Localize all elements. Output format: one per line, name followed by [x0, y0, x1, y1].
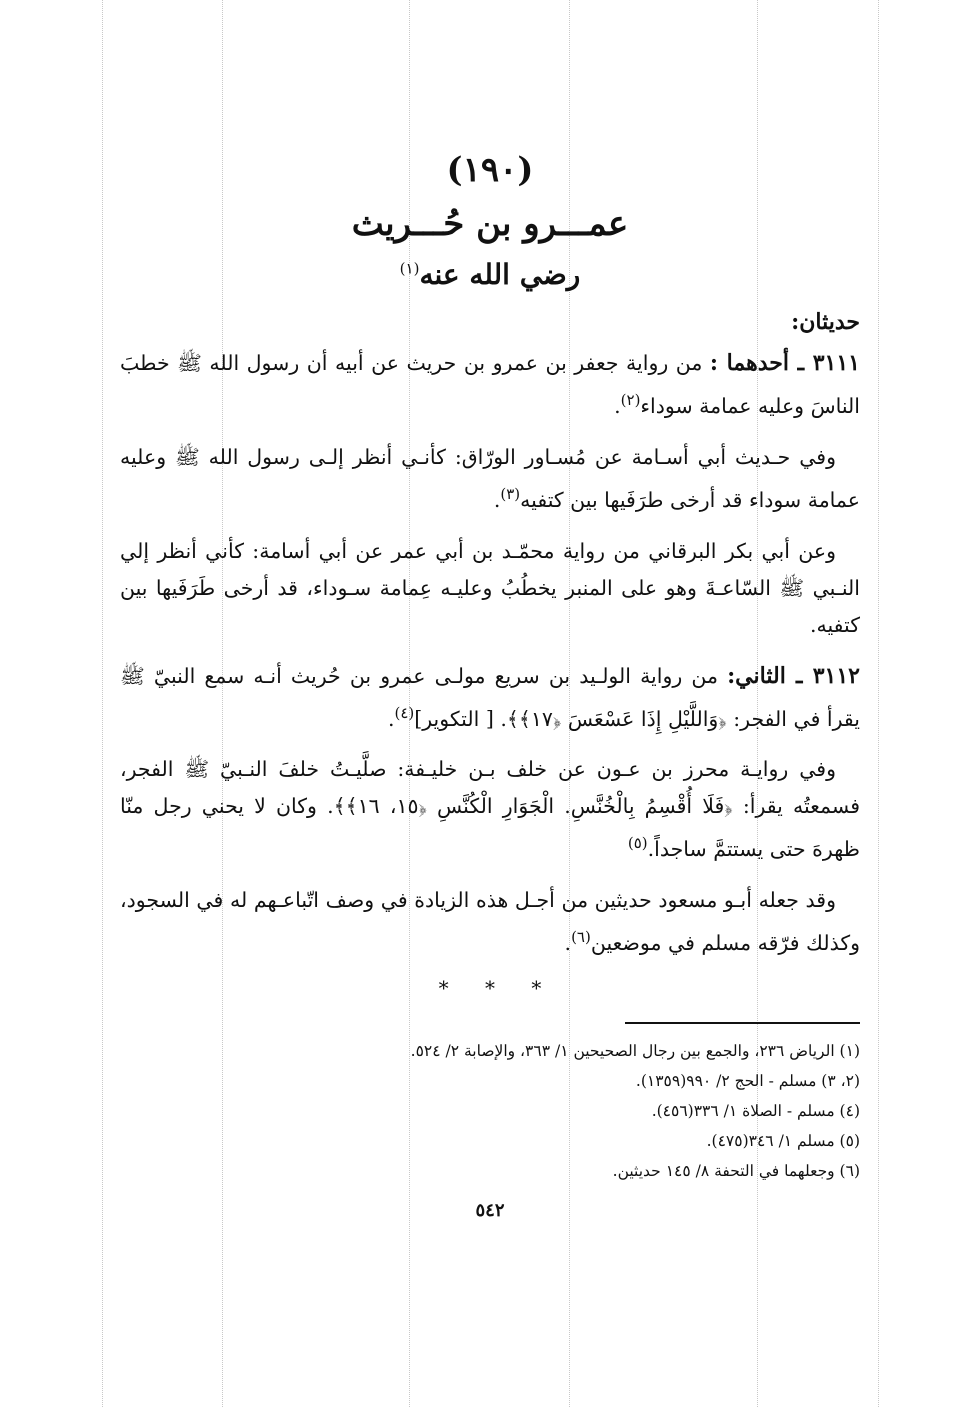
footnote-rule: [625, 1022, 860, 1024]
footnote-ref: (١): [399, 259, 420, 278]
paragraph-text: وفي حـديث أبي أسـامة عن مُسـاور الورّاق: كأنـي أنظر إلـى رسول الله ﷺ وعليه عمامة سوداء قد أرخى طرَفَيها بين كتفيه: [120, 444, 860, 512]
footnote-ref: (٣): [500, 484, 521, 503]
paragraph: [120, 439, 860, 519]
footnote-ref: (٤): [394, 703, 415, 722]
chapter-title: عمـــرو بن حُـــريث: [351, 204, 629, 244]
paragraph-text: من رواية جعفر بن عمرو بن حريث عن أبيه أن رسول الله ﷺ خطبَ الناسَ وعليه عمامة سوداء: [120, 351, 860, 418]
paragraph-text: وفي روايـة محرز بن عـون عن خلف بـن خليـفة: صلَّيـتُ خلفَ النـبيّ ﷺ الفجر، فسمعتُه يقرأ: ﴿فَلَا أُقْسِمُ بِالْخُنَّسِ. الْجَوَارِ الْكُنَّسِ ﴿١٥، ١٦﴾﴾. وكان لا يحني رجل منّا ظهرهَ حتى يستتمَّ ساجداً.: [120, 757, 860, 862]
paragraph-text: وعن أبي بكر البرقاني من رواية محمّـد بن أبي عمر عن أبي أسامة: كأني أنظر إلي النـبي ﷺ السّاعـةَ وهو على المنبر يخطُبُ وعليـه عِمامة سـوداء، قد أرخى طَرَفَيها بين كتفيه.: [120, 538, 860, 637]
margin-guide: [878, 0, 879, 1407]
paragraph: [120, 658, 860, 738]
paragraph: [120, 882, 860, 962]
footnote: (٦) وجعلهما في التحفة ٨/ ١٤٥ حديثين.: [612, 1162, 860, 1181]
hadith-number: ٣١١٢ ـ الثاني:: [727, 662, 860, 689]
footnotes: [120, 1036, 860, 1186]
section-separator: * * *: [438, 976, 542, 1001]
paragraph-tail: .: [614, 393, 621, 418]
document-page: [120, 150, 860, 1221]
footnote: (٢، ٣) مسلم - الحج ٢/ ٩٩٠(١٣٥٩).: [635, 1072, 860, 1091]
footnote-ref: (٢): [620, 391, 641, 409]
honorific-text: رضي الله عنه: [419, 258, 581, 291]
paragraph: [120, 533, 860, 644]
paragraph-tail: .: [387, 706, 395, 731]
paragraph-tail: .: [564, 931, 572, 956]
footnote-ref: (٦): [571, 928, 591, 947]
paragraph-tail: .: [493, 487, 501, 512]
footnote: (١) الرياض ٢٣٦، والجمع بين رجال الصحيحين ١/ ٣٦٣، والإصابة ٢/ ٥٢٤.: [410, 1042, 860, 1061]
margin-guide: [102, 0, 103, 1407]
chapter-number: (١٩٠): [446, 150, 534, 190]
paragraph: [120, 751, 860, 868]
page-number: ٥٤٢: [475, 1200, 505, 1222]
footnote: (٤) مسلم - الصلاة ١/ ٣٣٦(٤٥٦).: [651, 1102, 860, 1121]
footnote-ref: (٥): [627, 834, 648, 853]
honorific: [120, 258, 860, 291]
paragraph-text: من رواية الولـيد بن سريع مولـى عمرو بن حُريث أنـه سمع النبيّ ﷺ يقرأ في الفجر: ﴿وَاللَّيْلِ إِذَا عَسْعَسَ ﴿١٧﴾﴾. [ التكوير]: [120, 663, 860, 731]
footnote: (٥) مسلم ١/ ٣٤٦(٤٧٥).: [706, 1132, 860, 1151]
section-heading: حديثان:: [791, 309, 860, 335]
paragraph: [120, 345, 860, 425]
paragraph-text: وقد جعله أبـو مسعود حديثين من أجـل هذه الزيادة في وصف اتّباعـهم له في السجود، وكذلك فرّقه مسلم في موضعين: [120, 888, 860, 956]
hadith-number: ٣١١١ ـ أحدهما :: [709, 350, 860, 376]
